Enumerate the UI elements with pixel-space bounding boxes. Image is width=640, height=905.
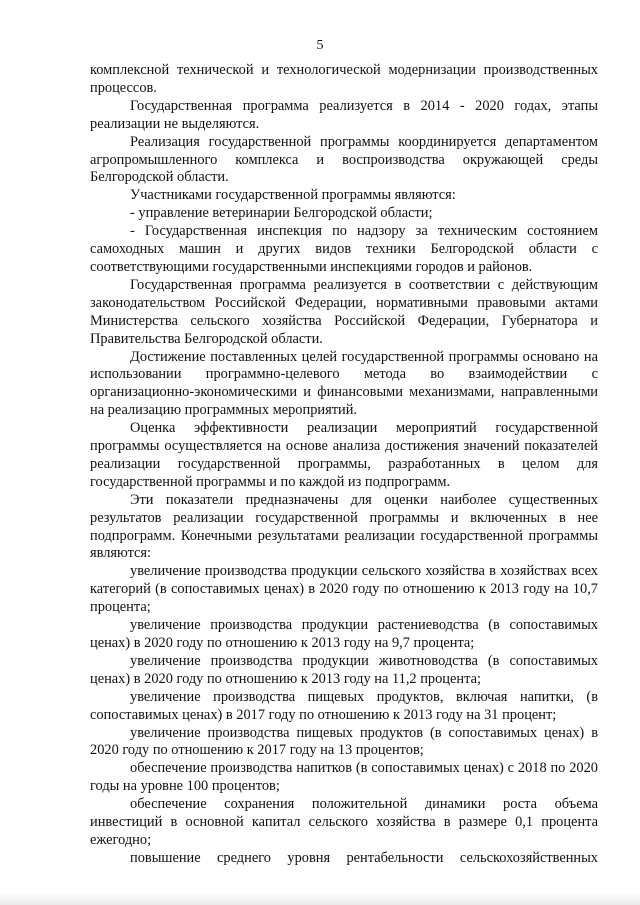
scan-edge-shadow <box>0 893 640 905</box>
result-item: увеличение производства продукции животноводства (в сопоставимых ценах) в 2020 году по отношению к 2013 году на 11,2 процента; <box>90 652 598 687</box>
result-item: обеспечение производства напитков (в сопоставимых ценах) с 2018 по 2020 годы на уровне 100 процентов; <box>90 760 598 795</box>
page-number: 5 <box>316 38 324 53</box>
list-item: - Государственная инспекция по надзору за техническим состоянием самоходных машин и других видов техники Белгородской области с соответствующими государственными инспекциями городов и районов. <box>90 223 598 275</box>
result-item: повышение среднего уровня рентабельности сельскохозяйственных <box>130 849 598 866</box>
paragraph: Достижение поставленных целей государственной программы основано на использовании программно-целевого метода во взаимодействии с организационно-экономическими и финансовыми механизмами, направленными на реализацию программных мероприятий. <box>90 348 598 419</box>
result-item: увеличение производства продукции сельского хозяйства в хозяйствах всех категорий (в сопоставимых ценах) в 2020 году по отношению к 2013 году на 10,7 процента; <box>90 563 598 616</box>
paragraph: Государственная программа реализуется в соответствии с действующим законодательством Российской Федерации, нормативными правовыми актами Министерства сельского хозяйства Российской Федерации, Губернатора и Правительства Белгородской области. <box>90 276 598 347</box>
paragraph: Оценка эффективности реализации мероприятий государственной программы осуществляется на основе анализа достижения значений показателей реализации государственной программы, разработанных в целом для государственной программы и по каждой из подпрограмм. <box>90 420 598 490</box>
result-item: увеличение производства пищевых продуктов, включая напитки, (в сопоставимых ценах) в 2017 году по отношению к 2013 году на 31 процент; <box>90 688 598 723</box>
paragraph: Государственная программа реализуется в 2014 - 2020 годах, этапы реализации не выделяются. <box>90 97 598 132</box>
result-item: увеличение производства пищевых продуктов (в сопоставимых ценах) в 2020 году по отношению к 2017 году на 13 процентов; <box>90 724 598 759</box>
result-item: обеспечение сохранения положительной динамики роста объема инвестиций в основной капитал сельского хозяйства в размере 0,1 процента ежегодно; <box>90 796 598 848</box>
paragraph: Реализация государственной программы координируется департаментом агропромышленного комплекса и воспроизводства окружающей среды Белгородской области. <box>90 133 598 186</box>
paragraph: Участниками государственной программы являются: <box>130 187 456 204</box>
document-body <box>90 62 598 868</box>
paragraph: Эти показатели предназначены для оценки наиболее существенных результатов реализации государственной программы и включенных в нее подпрограмм. Конечными результатами реализации государственной программы являются: <box>90 491 598 562</box>
list-item: - управление ветеринарии Белгородской области; <box>130 205 433 222</box>
paragraph: комплексной технической и технологической модернизации производственных процессов. <box>90 62 598 96</box>
result-item: увеличение производства продукции растениеводства (в сопоставимых ценах) в 2020 году по отношению к 2013 году на 9,7 процента; <box>90 617 598 651</box>
